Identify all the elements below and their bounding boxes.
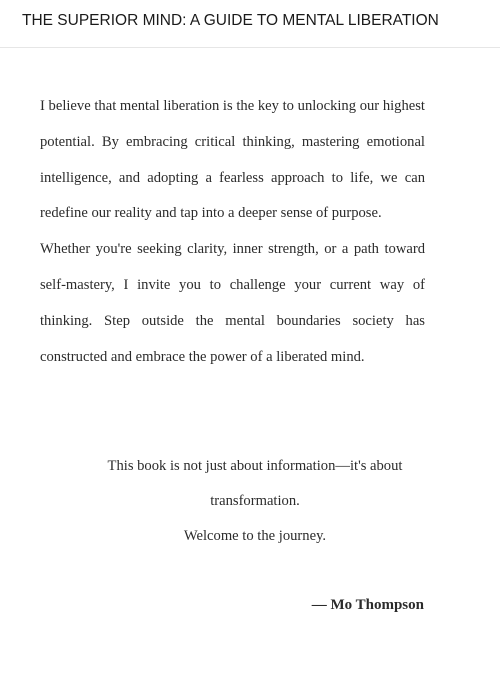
author-signature: — Mo Thompson	[311, 597, 424, 613]
closing-line-3: Welcome to the journey.	[183, 528, 327, 544]
document-title: THE SUPERIOR MIND: A GUIDE TO MENTAL LIBERATION	[22, 12, 439, 29]
closing-line-1: This book is not just about information—it's about	[107, 458, 403, 474]
body-paragraph-1: I believe that mental liberation is the key to unlocking our highest potential. By embracing critical thinking, mastering emotional intelligence, and adopting a fearless approach to life, we can redefine our reality and tap into a deeper sense of purpose.	[40, 98, 425, 222]
body-paragraph-2: Whether you're seeking clarity, inner strength, or a path toward self-mastery, I invite you to challenge your current way of thinking. Step outside the mental boundaries society has constructed and embrace the power of a liberated mind.	[40, 241, 425, 365]
document-header	[0, 0, 500, 48]
document-body	[40, 89, 425, 375]
closing-line-2: transformation.	[210, 493, 300, 509]
